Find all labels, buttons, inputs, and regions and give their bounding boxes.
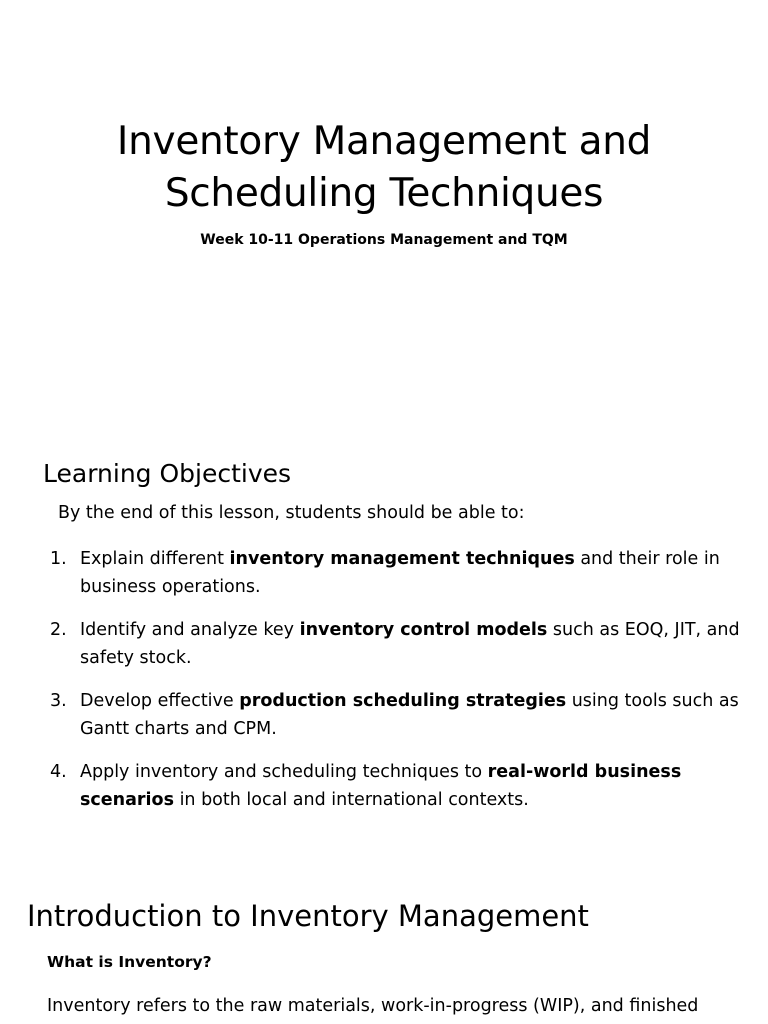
- objective-keyword: real-world business scenarios: [80, 762, 682, 810]
- objective-text: Develop effective: [80, 691, 240, 711]
- objective-keyword: production scheduling strategies: [239, 691, 567, 711]
- learning-objectives-list: [50, 545, 740, 829]
- introduction-heading: Introduction to Inventory Management: [27, 899, 589, 933]
- objective-text: Identify and analyze key: [80, 620, 300, 640]
- document-subtitle: Week 10-11 Operations Management and TQM: [200, 232, 568, 248]
- learning-objectives-intro: By the end of this lesson, students should be able to:: [58, 503, 525, 523]
- objective-item: [50, 616, 740, 672]
- title-line-1: Inventory Management and: [116, 119, 652, 164]
- objective-item: [50, 758, 740, 814]
- objective-text: Explain different: [80, 549, 230, 569]
- objective-number: 2.: [50, 620, 67, 640]
- objective-text: Apply inventory and scheduling techniques to: [80, 762, 488, 782]
- objective-number: 4.: [50, 762, 67, 782]
- introduction-body: Inventory refers to the raw materials, work-in-progress (WIP), and finished: [47, 996, 699, 1016]
- objective-item: [50, 687, 740, 743]
- document-title: [0, 116, 768, 220]
- objective-text: and their role in business operations.: [80, 549, 720, 597]
- objective-keyword: inventory control models: [299, 620, 548, 640]
- objective-number: 1.: [50, 549, 67, 569]
- learning-objectives-heading: Learning Objectives: [43, 459, 292, 488]
- objective-text: using tools such as Gantt charts and CPM.: [80, 691, 739, 739]
- objective-keyword: inventory management techniques: [229, 549, 575, 569]
- objective-number: 3.: [50, 691, 67, 711]
- title-line-2: Scheduling Techniques: [164, 171, 604, 216]
- objective-text: in both local and international contexts.: [174, 790, 529, 810]
- objective-text: such as EOQ, JIT, and safety stock.: [80, 620, 740, 668]
- objective-item: [50, 545, 740, 601]
- introduction-subheading: What is Inventory?: [47, 953, 212, 971]
